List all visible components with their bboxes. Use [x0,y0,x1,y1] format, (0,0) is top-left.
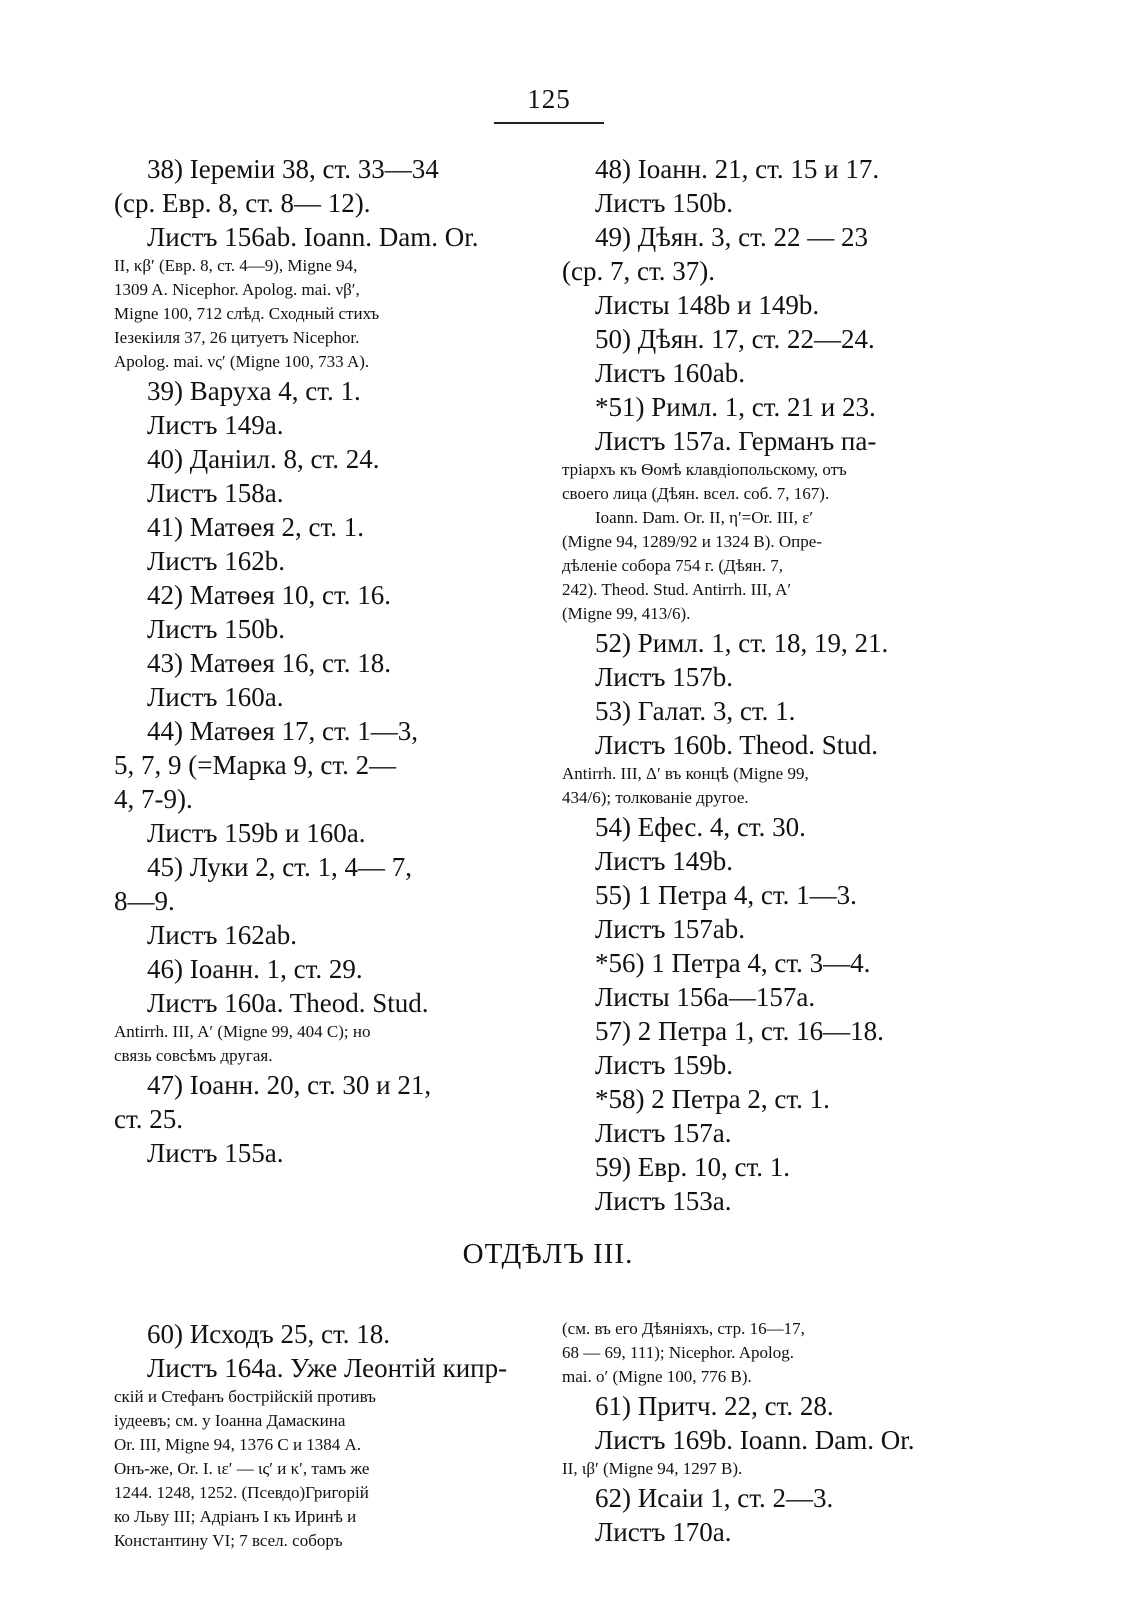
text-line: *51) Римл. 1, ст. 21 и 23. [595,392,876,422]
text-line: 53) Галат. 3, ст. 1. [595,696,796,726]
text-line: 68 — 69, 111); Nicephor. Apolog. [562,1343,794,1362]
text-line: Листъ 160b. Theod. Stud. [595,730,879,760]
text-line: 61) Притч. 22, ст. 28. [595,1391,834,1421]
text-line: Листъ 157b. [595,662,734,692]
text-line: 49) Дѣян. 3, ст. 22 — 23 [595,222,868,252]
text-line: тріархъ къ Ѳомѣ клавдіопольскому, отъ [562,460,847,479]
column-left-bottom [114,1320,534,1556]
text-line: 40) Даніил. 8, ст. 24. [147,444,380,474]
text-line: Листъ 162ab. [147,920,297,950]
text-line: Листъ 159b. [595,1050,734,1080]
text-line: (см. въ его Дѣяніяхъ, стр. 16—17, [562,1319,805,1338]
text-line: Листъ 156ab. Ioann. Dam. Or. [147,222,479,252]
text-line: mai. ο′ (Migne 100, 776 B). [562,1367,752,1386]
page-number-rule [494,122,604,124]
text-line: (Migne 99, 413/6). [562,604,691,623]
text-line: Листы 148b и 149b. [595,290,820,320]
text-line: 48) Іоанн. 21, ст. 15 и 17. [595,154,880,184]
text-line: Листъ 157ab. [595,914,745,944]
text-line: 1244. 1248, 1252. (Псевдо)Григорій [114,1483,369,1502]
text-line: *56) 1 Петра 4, ст. 3—4. [595,948,871,978]
column-left-top [114,155,534,1173]
text-line: Листъ 162b. [147,546,286,576]
text-line: Листъ 157a. Германъ па- [595,426,877,456]
text-line: 38) Іереміи 38, ст. 33—34 [147,154,439,184]
text-line: Константину VI; 7 всел. соборъ [114,1531,343,1550]
text-line: 52) Римл. 1, ст. 18, 19, 21. [595,628,889,658]
text-line: 57) 2 Петра 1, ст. 16—18. [595,1016,884,1046]
text-line: Migne 100, 712 слѣд. Сходный стихъ [114,304,380,323]
text-line: Antirrh. III, A′ (Migne 99, 404 C); но [114,1022,371,1041]
text-line: скій и Стефанъ бострійскій противъ [114,1387,376,1406]
text-line: 1309 A. Nicephor. Apolog. mai. νβ′, [114,280,360,299]
text-line: Ioann. Dam. Or. II, η′=Or. III, ε′ [595,508,814,527]
text-line: Apolog. mai. νς′ (Migne 100, 733 A). [114,352,370,371]
text-line: 46) Іоанн. 1, ст. 29. [147,954,363,984]
text-line: Листъ 149b. [595,846,734,876]
text-line: 5, 7, 9 (=Марка 9, ст. 2— [114,750,397,780]
text-line: Листъ 160a. [147,682,284,712]
section-title: ОТДѢЛЪ III. [462,1238,634,1270]
text-line: Листъ 170a. [595,1517,732,1547]
text-line: 54) Ефес. 4, ст. 30. [595,812,806,842]
column-right-bottom [562,1320,982,1552]
text-line: *58) 2 Петра 2, ст. 1. [595,1084,830,1114]
text-line: (Migne 94, 1289/92 и 1324 B). Опре- [562,532,822,551]
text-line: 47) Іоанн. 20, ст. 30 и 21, [147,1070,432,1100]
text-line: іудеевъ; см. у Іоанна Дамаскина [114,1411,346,1430]
text-line: своего лица (Дѣян. всел. соб. 7, 167). [562,484,830,503]
text-line: 39) Варуха 4, ст. 1. [147,376,361,406]
text-line: Листъ 160ab. [595,358,745,388]
text-line: 55) 1 Петра 4, ст. 1—3. [595,880,857,910]
text-line: ко Льву III; Адріанъ I къ Иринѣ и [114,1507,357,1526]
text-line: Листъ 160a. Theod. Stud. [147,988,429,1018]
column-right-top [562,155,982,1221]
text-line: Листъ 150b. [595,188,734,218]
text-line: II, κβ′ (Евр. 8, ст. 4—9), Migne 94, [114,256,358,275]
text-line: Листъ 155a. [147,1138,284,1168]
text-line: 62) Исаіи 1, ст. 2—3. [595,1483,834,1513]
text-line: Antirrh. III, Δ′ въ концѣ (Migne 99, [562,764,809,783]
text-line: Листы 156a—157a. [595,982,816,1012]
text-line: (ср. 7, ст. 37). [562,256,715,286]
text-line: 59) Евр. 10, ст. 1. [595,1152,790,1182]
text-line: Листъ 157a. [595,1118,732,1148]
text-line: ст. 25. [114,1104,184,1134]
text-line: 43) Матѳея 16, ст. 18. [147,648,391,678]
text-line: дѣленіе собора 754 г. (Дѣян. 7, [562,556,783,575]
text-line: 434/6); толкованіе другое. [562,788,749,807]
text-line: Листъ 150b. [147,614,286,644]
text-line: Or. III, Migne 94, 1376 C и 1384 A. [114,1435,362,1454]
text-line: II, ιβ′ (Migne 94, 1297 B). [562,1459,743,1478]
text-line: 4, 7-9). [114,784,193,814]
text-line: 45) Луки 2, ст. 1, 4— 7, [147,852,412,882]
text-line: 50) Дѣян. 17, ст. 22—24. [595,324,875,354]
text-line: Листъ 158a. [147,478,284,508]
text-line: Іезекіиля 37, 26 цитуетъ Nicephor. [114,328,360,347]
text-line: 8—9. [114,886,175,916]
text-line: Онъ-же, Or. I. ιε′ — ις′ и κ′, тамъ же [114,1459,370,1478]
text-line: Листъ 149a. [147,410,284,440]
text-line: Листъ 169b. Ioann. Dam. Or. [595,1425,915,1455]
text-line: (ср. Евр. 8, ст. 8— 12). [114,188,371,218]
text-line: связь совсѣмъ другая. [114,1046,273,1065]
text-line: Листъ 164a. Уже Леонтій кипр- [147,1353,508,1383]
text-line: Листъ 153a. [595,1186,732,1216]
page-number: 125 [527,84,571,114]
text-line: 242). Theod. Stud. Antirrh. III, A′ [562,580,792,599]
text-line: 44) Матѳея 17, ст. 1—3, [147,716,418,746]
text-line: 60) Исходъ 25, ст. 18. [147,1319,391,1349]
text-line: 42) Матѳея 10, ст. 16. [147,580,391,610]
text-line: Листъ 159b и 160a. [147,818,366,848]
text-line: 41) Матѳея 2, ст. 1. [147,512,364,542]
